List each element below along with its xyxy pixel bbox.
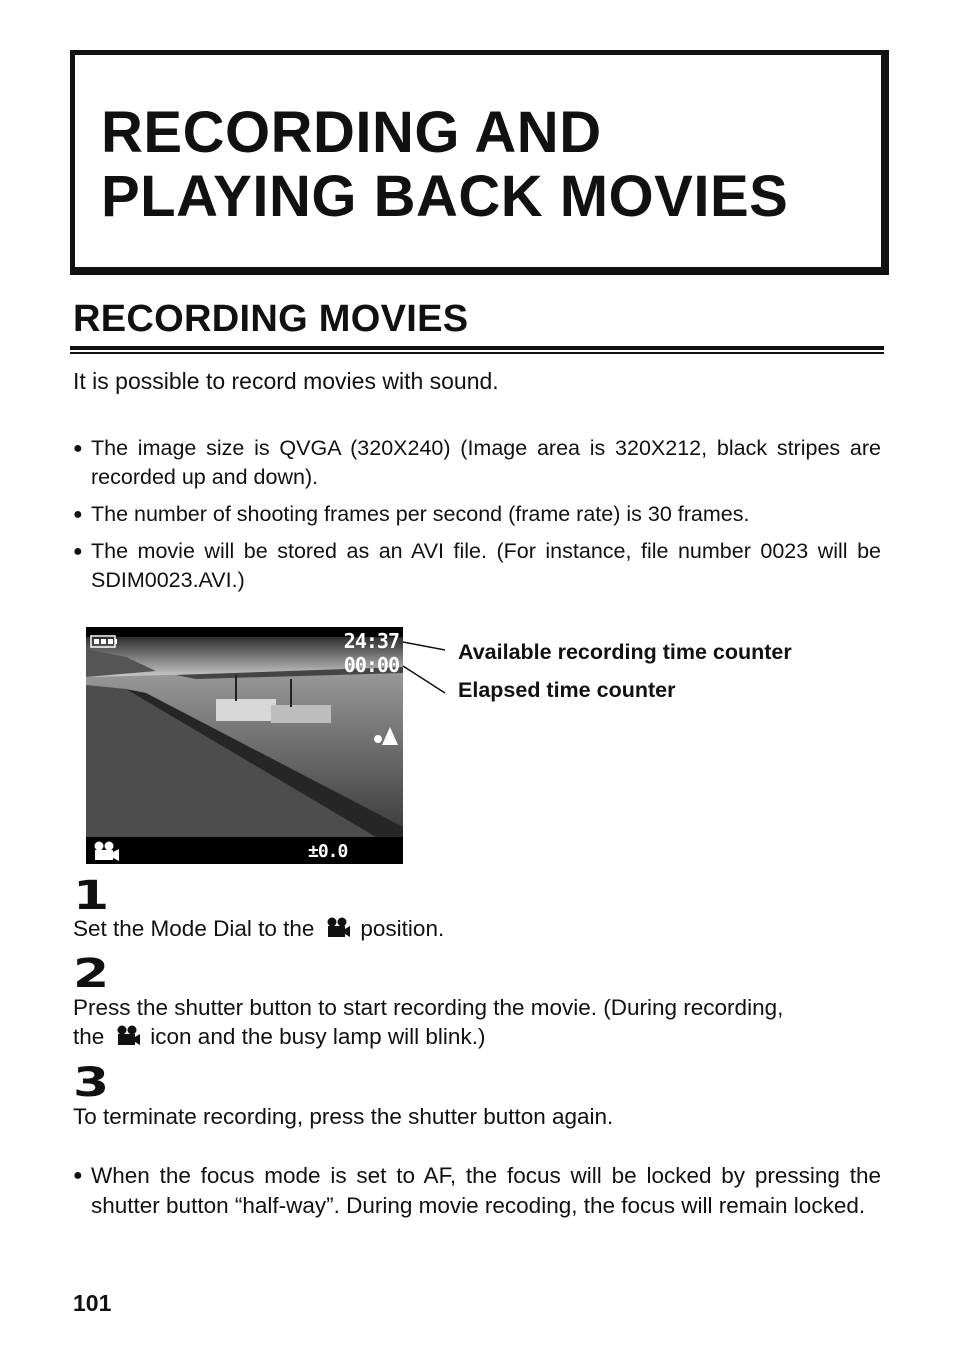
intro-text: It is possible to record movies with sound. — [73, 368, 499, 394]
step-number-3: 3 — [73, 1060, 110, 1106]
bullet-dot-icon: ● — [73, 440, 83, 457]
callout-available-time: Available recording time counter — [458, 640, 792, 664]
step-number-1: 1 — [73, 873, 110, 919]
step-text-2 — [73, 993, 891, 1054]
section-rule-thin — [70, 352, 884, 354]
bullet-text: The image size is QVGA (320X240) (Image area is 320X212, black stripes are recorded up and down). — [91, 436, 881, 489]
step-2-text-after: icon and the busy lamp will blink.) — [150, 1024, 486, 1049]
bullet-item — [73, 537, 881, 595]
chapter-title-line1: RECORDING AND — [101, 100, 602, 165]
section-title: RECORDING MOVIES — [73, 298, 469, 340]
step-2-text-line1: Press the shutter button to start recording the movie. (During recording, — [73, 995, 784, 1020]
step-1-text-after: position. — [360, 916, 445, 941]
chapter-title-line2: PLAYING BACK MOVIES — [101, 164, 789, 229]
bullet-text: The number of shooting frames per second (frame rate) is 30 frames. — [91, 502, 750, 526]
elapsed-time-readout: 00:00 — [343, 653, 399, 677]
chapter-title-box — [70, 50, 889, 275]
chapter-title — [101, 101, 788, 229]
available-time-readout: 24:37 — [343, 629, 399, 653]
step-2-text-before: the — [73, 1024, 105, 1049]
focus-note-text: When the focus mode is set to AF, the focus will be locked by pressing the shutter button “half-way”. During movie recoding, the focus will remain locked. — [91, 1163, 881, 1218]
camera-lcd-screen — [86, 627, 403, 864]
page-number: 101 — [73, 1290, 112, 1316]
bullet-item — [73, 500, 881, 529]
movie-mode-icon — [114, 1025, 140, 1054]
step-1-text-before: Set the Mode Dial to the — [73, 916, 315, 941]
callout-leader-lines — [395, 630, 465, 700]
bullet-item — [73, 434, 881, 492]
bullet-dot-icon: ● — [73, 1167, 83, 1184]
movie-mode-icon — [324, 917, 350, 946]
step-text-1 — [73, 914, 891, 946]
spec-bullet-list — [73, 434, 881, 603]
bullet-text: The movie will be stored as an AVI file. (For instance, file number 0023 will be SDIM0023.AVI.) — [91, 539, 881, 592]
focus-note — [73, 1161, 881, 1220]
exposure-comp-readout: ±0.0 — [308, 841, 348, 862]
callout-elapsed-time: Elapsed time counter — [458, 678, 676, 702]
step-text-3: To terminate recording, press the shutter button again. — [73, 1104, 614, 1129]
bullet-dot-icon: ● — [73, 543, 83, 560]
section-rule-thick — [70, 346, 884, 350]
step-number-2: 2 — [73, 951, 110, 997]
bullet-dot-icon: ● — [73, 506, 83, 523]
